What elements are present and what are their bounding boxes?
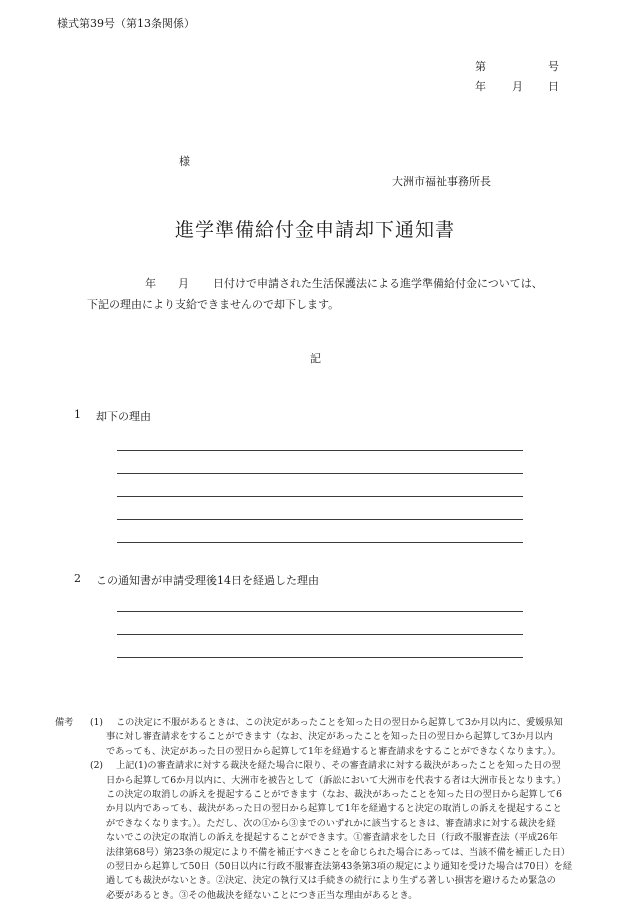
- note-line: この決定の取消しの訴えを提起することができます（なお、裁決があったことを知った日の翌日から起算して6: [106, 789, 562, 801]
- note-item-2: [55, 759, 575, 903]
- reason-line-3: [117, 496, 523, 497]
- doc-number-go: 号: [548, 60, 559, 73]
- delay-line-1: [117, 611, 523, 612]
- note-line: 法律第68号）第23条の規定により不備を補正すべきことを命じられた場合にあっては、当該不備を補正した日）: [106, 846, 571, 858]
- delay-line-3: [117, 657, 523, 658]
- reason-line-4: [117, 519, 523, 520]
- issuer-name: 大洲市福祉事務所長: [392, 175, 491, 188]
- reason-line-2: [117, 473, 523, 474]
- section2-number: 2: [74, 572, 81, 585]
- notes-section: [55, 716, 575, 903]
- note-line: か月以内であっても、裁決があった日の翌日から起算して1年を経過すると決定の取消しの訴えを提起すること: [106, 803, 562, 815]
- note-line: 日から起算して6か月以内に、大洲市を被告として（訴訟において大洲市を代表する者は大洲市長となります。）: [106, 774, 566, 786]
- note-item-1: [55, 716, 575, 759]
- note-line: ができなくなります。）。ただし、次の①から③までのいずれかに該当するときは、審査請求に対する裁決を経: [106, 817, 556, 829]
- reason-line-1: [117, 450, 523, 451]
- note-line: 上記(1)の審査請求に対する裁決を経た場合に限り、その審査請求に対する裁決があったことを知った日の翌: [116, 760, 561, 772]
- section1-number: 1: [74, 408, 81, 421]
- date-month-label: 月: [512, 80, 523, 93]
- note-line: 必要があるとき。③その他裁決を経ないことにつき正当な理由があるとき。: [106, 889, 418, 901]
- delay-line-2: [117, 634, 523, 635]
- notes-label: 備考: [55, 717, 74, 728]
- body-month-label: 月: [178, 277, 189, 290]
- body-line2: 下記の理由により支給できませんので却下します。: [87, 298, 340, 311]
- reason-line-5: [117, 542, 523, 543]
- section1-label: 却下の理由: [96, 410, 151, 423]
- document-title: 進学準備給付金申請却下通知書: [175, 219, 456, 241]
- section2-label: この通知書が申請受理後14日を経過した理由: [96, 574, 319, 587]
- doc-number-dai: 第: [475, 60, 486, 73]
- note-line: この決定に不服があるときは、この決定があったことを知った日の翌日から起算して3か月以内に、愛媛県知: [116, 717, 563, 728]
- note-number: (1): [90, 717, 104, 728]
- note-line: であっても、決定があった日の翌日から起算して1年を経過すると審査請求をすることができなくなります。）。: [106, 745, 562, 757]
- note-line: 事に対し審査請求をすることができます（なお、決定があったことを知った日の翌日から起算して3か月以内: [106, 731, 553, 743]
- ki-heading: 記: [310, 352, 321, 365]
- note-line: 過しても裁決がないとき。②決定、決定の執行又は手続きの続行により生ずる著しい損害を避けるため緊急の: [106, 875, 556, 887]
- date-day-label: 日: [548, 80, 559, 93]
- form-number: 様式第39号（第13条関係）: [57, 17, 195, 30]
- note-number: (2): [90, 760, 104, 772]
- body-line1: 日付けで申請された生活保護法による進学準備給付金については、: [213, 277, 543, 290]
- note-line: の翌日から起算して50日（50日以内に行政不服審査法第43条第3項の規定により通知を受けた場合は70日）を経: [106, 861, 573, 873]
- body-year-label: 年: [145, 277, 156, 290]
- note-line: ないでこの決定の取消しの訴えを提起することができます。①審査請求をした日（行政不服審査法（平成26年: [106, 832, 558, 844]
- addressee-suffix: 様: [179, 155, 190, 168]
- date-year-label: 年: [475, 80, 486, 93]
